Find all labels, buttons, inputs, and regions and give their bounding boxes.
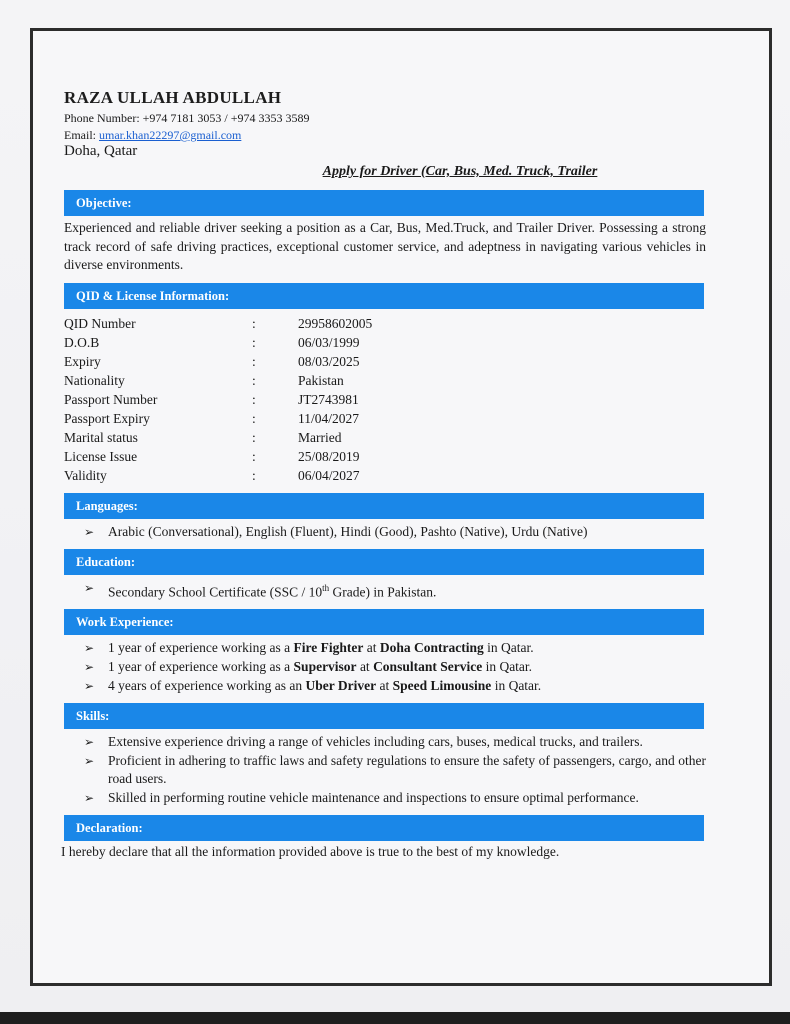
list-item [84, 789, 706, 807]
qid-label: Marital status [64, 429, 138, 445]
table-row [64, 314, 478, 333]
qid-label: Nationality [64, 372, 125, 388]
skill-text: Skilled in performing routine vehicle maintenance and inspections to ensure optimal performance. [108, 790, 639, 805]
list-item [84, 658, 706, 676]
table-row [64, 352, 478, 371]
apply-heading: Apply for Driver (Car, Bus, Med. Truck, Trailer [322, 164, 598, 179]
table-row [64, 447, 478, 466]
list-item [84, 752, 706, 788]
bullet-arrow-icon: ➢ [84, 524, 95, 539]
bullet-arrow-icon: ➢ [84, 660, 95, 674]
languages-list [64, 523, 706, 541]
phone-line [64, 111, 706, 125]
qid-label: QID Number [64, 315, 136, 331]
bullet-arrow-icon: ➢ [84, 679, 95, 693]
resume-content [61, 88, 706, 860]
table-row [64, 371, 478, 390]
qid-separator: : [252, 467, 256, 483]
qid-separator: : [252, 429, 256, 445]
section-qid-license: QID & License Information: [64, 283, 704, 309]
education-text-sup: th [322, 582, 330, 593]
table-row [64, 333, 478, 352]
work-role: Uber Driver [305, 678, 377, 693]
qid-label: D.O.B [64, 334, 100, 350]
email-line [64, 128, 706, 142]
email-link[interactable]: umar.khan22297@gmail.com [99, 128, 242, 142]
section-objective: Objective: [64, 190, 704, 216]
table-row [64, 409, 478, 428]
work-text: in Qatar. [482, 659, 533, 674]
bullet-arrow-icon: ➢ [84, 754, 95, 768]
email-label: Email: [64, 128, 99, 142]
work-text: 1 year of experience working as a [108, 659, 294, 674]
work-role: Fire Fighter [293, 640, 364, 655]
work-company: Doha Contracting [379, 640, 484, 655]
list-item [84, 639, 706, 657]
bullet-arrow-icon: ➢ [84, 735, 95, 749]
section-declaration: Declaration: [64, 815, 704, 841]
qid-value: Married [298, 429, 342, 445]
work-text: in Qatar. [491, 678, 542, 693]
phone-label: Phone Number: [64, 111, 143, 125]
candidate-name: RAZA ULLAH ABDULLAH [64, 88, 282, 107]
education-list [64, 579, 706, 602]
section-work-experience: Work Experience: [64, 609, 704, 635]
education-text-pre: Secondary School Certificate (SSC / 10 [108, 584, 323, 599]
skill-text: Extensive experience driving a range of vehicles including cars, buses, medical trucks, and trailers. [108, 734, 643, 749]
qid-separator: : [252, 315, 256, 331]
qid-table [64, 314, 478, 485]
skill-text: Proficient in adhering to traffic laws and safety regulations to ensure the safety of passengers, cargo, and other road users. [108, 753, 706, 786]
education-text-post: Grade) in Pakistan. [329, 584, 437, 599]
phone-number: +974 7181 3053 / +974 3353 3589 [142, 111, 310, 125]
qid-separator: : [252, 372, 256, 388]
qid-value: 11/04/2027 [298, 410, 360, 426]
background-edge [0, 1012, 790, 1024]
qid-label: Passport Expiry [64, 410, 150, 426]
list-item [84, 733, 706, 751]
qid-separator: : [252, 334, 256, 350]
declaration-text: I hereby declare that all the information provided above is true to the best of my knowledge. [61, 844, 560, 859]
work-text: 4 years of experience working as an [108, 678, 306, 693]
section-languages: Languages: [64, 493, 704, 519]
languages-text: Arabic (Conversational), English (Fluent), Hindi (Good), Pashto (Native), Urdu (Native) [108, 523, 588, 539]
list-item [84, 579, 706, 602]
skills-list [64, 733, 706, 807]
qid-label: Validity [64, 467, 107, 483]
list-item [84, 523, 706, 541]
qid-label: License Issue [64, 448, 138, 464]
bullet-arrow-icon: ➢ [84, 641, 95, 655]
qid-value: 06/03/1999 [298, 334, 360, 350]
table-row [64, 466, 478, 485]
qid-separator: : [252, 448, 256, 464]
qid-separator: : [252, 391, 256, 407]
qid-label: Passport Number [64, 391, 158, 407]
qid-value: 08/03/2025 [298, 353, 360, 369]
table-row [64, 428, 478, 447]
work-text: at [363, 640, 380, 655]
work-text: 1 year of experience working as a [108, 640, 294, 655]
qid-value: 29958602005 [298, 315, 373, 331]
bullet-arrow-icon: ➢ [84, 580, 95, 595]
table-row [64, 390, 478, 409]
qid-separator: : [252, 353, 256, 369]
qid-value: JT2743981 [298, 391, 359, 407]
list-item [84, 677, 706, 695]
qid-label: Expiry [64, 353, 101, 369]
work-text: at [356, 659, 374, 674]
work-role: Supervisor [293, 659, 357, 674]
qid-separator: : [252, 410, 256, 426]
qid-value: Pakistan [298, 372, 344, 388]
bullet-arrow-icon: ➢ [84, 791, 95, 805]
work-text: in Qatar. [483, 640, 534, 655]
qid-value: 25/08/2019 [298, 448, 360, 464]
city: Doha, Qatar [64, 143, 138, 159]
objective-text: Experienced and reliable driver seeking a position as a Car, Bus, Med.Truck, and Trailer Driver. Possessing a strong track record of safe driving practices, exceptional customer service, and adeptness in navigating various vehicles in diverse environments. [64, 220, 706, 272]
work-list [64, 639, 706, 695]
section-skills: Skills: [64, 703, 704, 729]
work-company: Consultant Service [373, 659, 483, 674]
work-company: Speed Limousine [392, 678, 492, 693]
qid-value: 06/04/2027 [298, 467, 360, 483]
section-education: Education: [64, 549, 704, 575]
work-text: at [376, 678, 393, 693]
